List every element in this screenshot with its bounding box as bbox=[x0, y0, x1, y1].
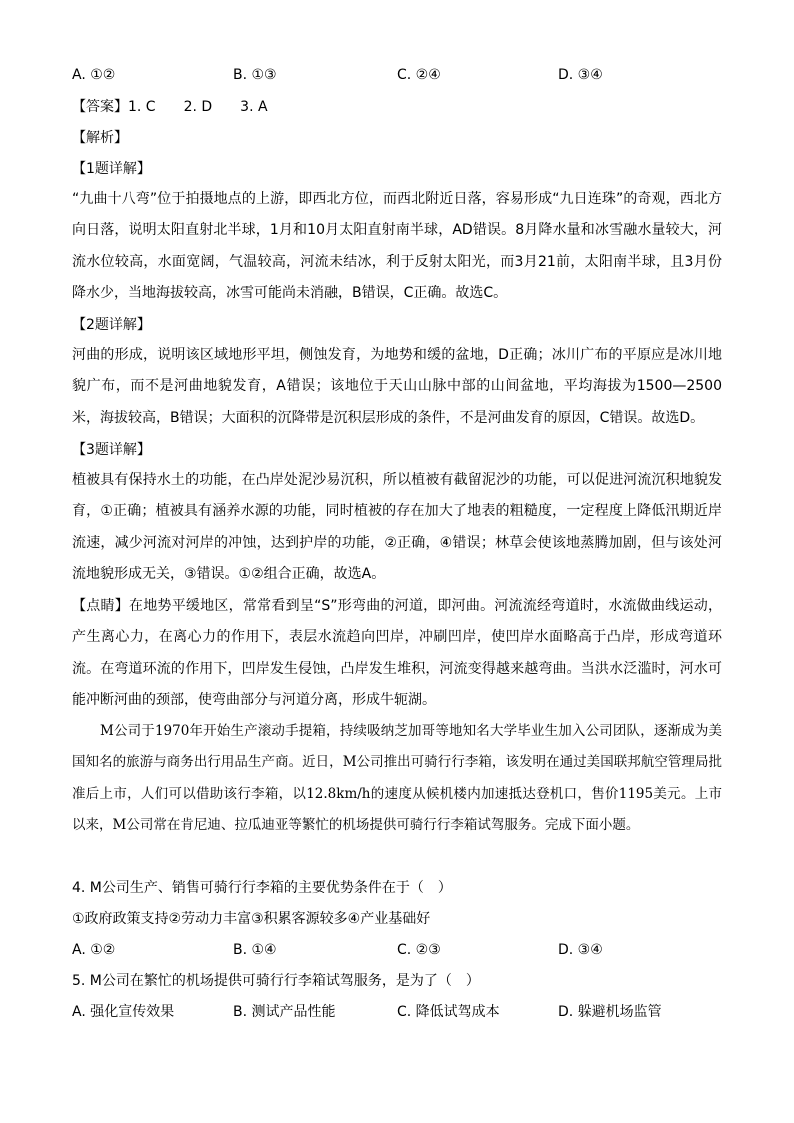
q3-option-a: A. ①② bbox=[72, 67, 116, 83]
dianjing-paragraph bbox=[72, 591, 722, 716]
q4-option-a: A. ①② bbox=[72, 942, 116, 958]
section2-title: 【2题详解】 bbox=[72, 317, 151, 333]
q4-option-d: D. ③④ bbox=[558, 942, 603, 958]
q5-option-b: B. 测试产品性能 bbox=[233, 1004, 336, 1020]
answer-text: 1. C 2. D 3. A bbox=[128, 99, 268, 115]
section1-text: “九曲十八弯”位于拍摄地点的上游，即西北方位，而西北附近日落，容易形成“九日连珠”的奇观，西北方向日落，说明太阳直射北半球，1月和10月太阳直射南半球，AD错误。8月降水量和冰雪融水量较大，河流水位较高，水面宽阔，气温较高，河流未结冰，利于反射太阳光，而3月21前，太阳南半球，且3月份降水少，当地海拔较高，冰雪可能尚未消融，B错误，C正确。故选C。 bbox=[72, 191, 722, 301]
q3-option-d: D. ③④ bbox=[558, 67, 603, 83]
q5-option-c: C. 降低试驾成本 bbox=[397, 1004, 500, 1020]
answer-line bbox=[72, 98, 722, 116]
answer-label: 【答案】 bbox=[72, 99, 128, 115]
q4-option-c: C. ②③ bbox=[397, 942, 441, 958]
dianjing-text: 在地势平缓地区，常常看到呈“S”形弯曲的河道，即河曲。河流流经弯道时，水流做曲线运动，产生离心力，在离心力的作用下，表层水流趋向凹岸，冲刷凹岸，使凹岸水面略高于凸岸，形成弯道环流。在弯道环流的作用下，凹岸发生侵蚀，凸岸发生堆积，河流变得越来越弯曲。当洪水泛滥时，河水可能冲断河曲的颈部，使弯曲部分与河道分离，形成牛轭湖。 bbox=[72, 598, 723, 708]
q4-items: ①政府政策支持②劳动力丰富③积累客源较多④产业基础好 bbox=[72, 911, 431, 927]
q3-option-c: C. ②④ bbox=[397, 67, 441, 83]
q5-option-d: D. 躲避机场监管 bbox=[558, 1004, 662, 1020]
q5-option-a: A. 强化宣传效果 bbox=[72, 1004, 175, 1020]
section3-text: 植被具有保持水土的功能，在凸岸处泥沙易沉积，所以植被有截留泥沙的功能，可以促进河流沉积地貌发育，①正确；植被具有涵养水源的功能，同时植被的存在加大了地表的粗糙度，一定程度上降低汛期近岸流速，减少河流对河岸的冲蚀，达到护岸的功能，②正确，④错误；林草会使该地蒸腾加剧，但与该处河流地貌形成无关，③错误。①②组合正确，故选A。 bbox=[72, 472, 722, 582]
material-paragraph: M公司于1970年开始生产滚动手提箱，持续吸纳芝加哥等地知名大学毕业生加入公司团队，逐渐成为美国知名的旅游与商务出行用品生产商。近日，M公司推出可骑行行李箱，该发明在通过美国联邦航空管理局批准后上市，人们可以借助该行李箱，以12.8km/h的速度从候机楼内加速抵达登机口，售价1195美元。上市以来，M公司常在肯尼迪、拉瓜迪亚等繁忙的机场提供可骑行行李箱试驾服务。完成下面小题。 bbox=[72, 723, 722, 833]
section3-title: 【3题详解】 bbox=[72, 442, 151, 458]
dianjing-label: 【点睛】 bbox=[72, 598, 129, 614]
section2-text: 河曲的形成，说明该区域地形平坦，侧蚀发育，为地势和缓的盆地，D正确；冰川广布的平原应是冰川地貌广布，而不是河曲地貌发育，A错误；该地位于天山山脉中部的山间盆地，平均海拔为1500—2500米，海拔较高，B错误；大面积的沉降带是沉积层形成的条件，不是河曲发育的原因，C错误。故选D。 bbox=[72, 347, 722, 426]
q4-option-b: B. ①④ bbox=[233, 942, 277, 958]
analysis-label: 【解析】 bbox=[72, 130, 128, 146]
section1-title: 【1题详解】 bbox=[72, 161, 151, 177]
q4-stem: 4. M公司生产、销售可骑行行李箱的主要优势条件在于（ ） bbox=[72, 880, 452, 896]
q3-option-b: B. ①③ bbox=[233, 67, 277, 83]
q5-stem: 5. M公司在繁忙的机场提供可骑行行李箱试驾服务，是为了（ ） bbox=[72, 973, 480, 989]
